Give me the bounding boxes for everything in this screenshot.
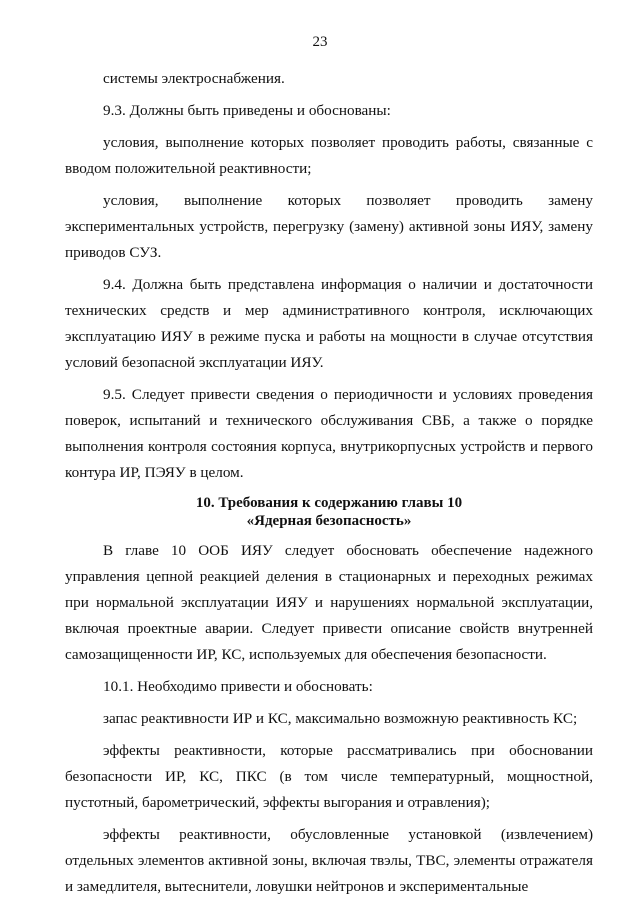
paragraph-9-4: 9.4. Должна быть представлена информация о наличии и достаточности технических средств и мер административного контроля, исключающих эксплуатацию ИЯУ в режиме пуска и работы на мощности в случае отсутствия условий безопасной эксплуатации ИЯУ. [65, 276, 593, 371]
paragraph-9-3: 9.3. Должны быть приведены и обоснованы: [103, 102, 391, 119]
section-heading [65, 494, 593, 530]
section-heading-line-1: 10. Требования к содержанию главы 10 [195, 495, 463, 511]
section-heading-line-2: «Ядерная безопасность» [246, 513, 412, 529]
paragraph-10-1: 10.1. Необходимо привести и обосновать: [103, 678, 373, 695]
paragraph-10-1-item-1: запас реактивности ИР и КС, максимально возможную реактивность КС; [103, 710, 578, 727]
paragraph-continuation: системы электроснабжения. [103, 70, 285, 87]
paragraph-10-intro: В главе 10 ООБ ИЯУ следует обосновать обеспечение надежного управления цепной реакцией деления в стационарных и переходных режимах при нормальной эксплуатации ИЯУ и нарушениях нормальной эксплуатации, включая проектные аварии. Следует привести описание свойств внутренней самозащищенности ИР, КС, используемых для обеспечения безопасности. [65, 542, 593, 663]
paragraph-9-5: 9.5. Следует привести сведения о периодичности и условиях проведения поверок, испытаний и технического обслуживания СВБ, а также о порядке выполнения контроля состояния корпуса, внутрикорпусных устройств и первого контура ИР, ПЭЯУ в целом. [65, 386, 593, 481]
document-body [65, 66, 593, 906]
paragraph-10-1-item-3: эффекты реактивности, обусловленные установкой (извлечением) отдельных элементов активной зоны, включая твэлы, ТВС, элементы отражателя и замедлителя, вытеснители, ловушки нейтронов и экспериментальные [65, 826, 593, 895]
paragraph-10-1-item-2: эффекты реактивности, которые рассматривались при обосновании безопасности ИР, КС, ПКС (в том числе температурный, мощностной, пустотный, барометрический, эффекты выгорания и отравления); [65, 742, 593, 811]
paragraph-9-3-item-2: условия, выполнение которых позволяет проводить замену экспериментальных устройств, перегрузку (замену) активной зоны ИЯУ, замену приводов СУЗ. [65, 192, 593, 261]
page-number: 23 [312, 34, 328, 50]
paragraph-9-3-item-1: условия, выполнение которых позволяет проводить работы, связанные с вводом положительной реактивности; [65, 134, 593, 177]
